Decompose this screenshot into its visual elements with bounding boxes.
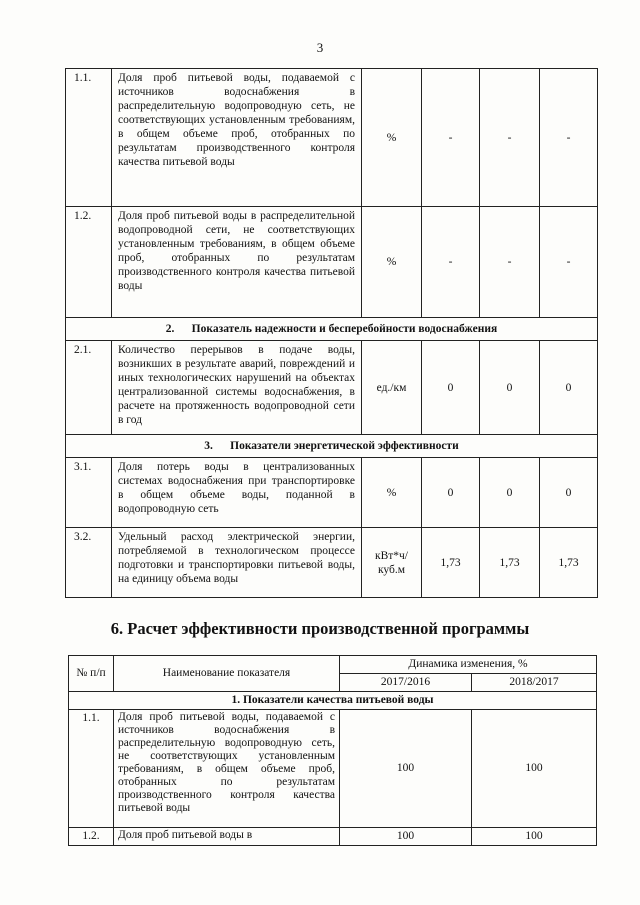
section-heading: 1. Показатели качества питьевой воды [69,692,597,710]
header-name: Наименование показателя [114,656,340,692]
row-value-2: - [480,69,540,207]
row-description: Доля проб питьевой воды, подаваемой с источников водоснабжения в распределительную водопроводную сеть, не соответствующих установленным требованиям, в общем объеме проб, отобранных по результатам производственного контроля качества питьевой воды [112,69,362,207]
table-row [66,341,598,435]
row-value-2: 100 [472,828,597,846]
section-heading: 2. Показатель надежности и бесперебойности водоснабжения [66,318,598,341]
row-value-3: 0 [540,341,598,435]
table-row [66,528,598,598]
row-description: Удельный расход электрической энергии, потребляемой в технологическом процессе подготовки и транспортировки питьевой воды, на единицу объема воды [112,528,362,598]
row-number: 3.2. [66,528,112,598]
table-row [66,69,598,207]
section-row [66,318,598,341]
row-number: 1.1. [69,710,114,828]
table-row [66,458,598,528]
row-description: Доля потерь воды в централизованных системах водоснабжения при транспортировке в общем объеме воды, поданной в водопроводную сеть [112,458,362,528]
row-number: 1.2. [69,828,114,846]
header-row [69,656,597,674]
row-unit: % [362,207,422,318]
header-number: № п/п [69,656,114,692]
row-number: 2.1. [66,341,112,435]
row-value-2: 1,73 [480,528,540,598]
row-unit: % [362,458,422,528]
section-6-title: 6. Расчет эффективности производственной программы [110,619,530,638]
row-value-1: 100 [340,710,472,828]
row-value-1: - [422,207,480,318]
row-value-3: - [540,69,598,207]
table-row [66,207,598,318]
row-value-2: 0 [480,341,540,435]
page-number: 3 [316,40,324,55]
row-unit: ед./км [362,341,422,435]
row-value-1: 1,73 [422,528,480,598]
row-value-1: 100 [340,828,472,846]
indicators-table [65,68,598,598]
row-number: 1.1. [66,69,112,207]
table-row [69,828,597,846]
row-value-3: 1,73 [540,528,598,598]
row-description: Доля проб питьевой воды в распределительной водопроводной сети, не соответствующих установленным требованиям, в общем объеме проб, отобранных по результатам производственного контроля качества питьевой воды [112,207,362,318]
row-value-3: 0 [540,458,598,528]
row-number: 3.1. [66,458,112,528]
row-description: Количество перерывов в подаче воды, возникших в результате аварий, повреждений и иных технологических нарушений на объектах централизованной системы водоснабжения, в расчете на протяженность водопроводной сети в год [112,341,362,435]
row-unit: % [362,69,422,207]
row-value-2: - [480,207,540,318]
header-dynamics: Динамика изменения, % [340,656,597,674]
section-row [66,435,598,458]
section-row [69,692,597,710]
row-value-3: - [540,207,598,318]
header-year-1: 2017/2016 [340,674,472,692]
row-description: Доля проб питьевой воды в [114,828,340,846]
table-row [69,710,597,828]
row-value-1: 0 [422,458,480,528]
row-number: 1.2. [66,207,112,318]
row-value-2: 100 [472,710,597,828]
efficiency-table [68,655,597,846]
row-value-2: 0 [480,458,540,528]
row-value-1: 0 [422,341,480,435]
row-value-1: - [422,69,480,207]
row-description: Доля проб питьевой воды, подаваемой с источников водоснабжения в распределительную водопроводную сеть, не соответствующих установленным требованиям, в общем объеме проб, отобранных по результатам производственного контроля качества питьевой воды [114,710,340,828]
section-heading: 3. Показатели энергетической эффективности [66,435,598,458]
row-unit: кВт*ч/куб.м [362,528,422,598]
header-year-2: 2018/2017 [472,674,597,692]
